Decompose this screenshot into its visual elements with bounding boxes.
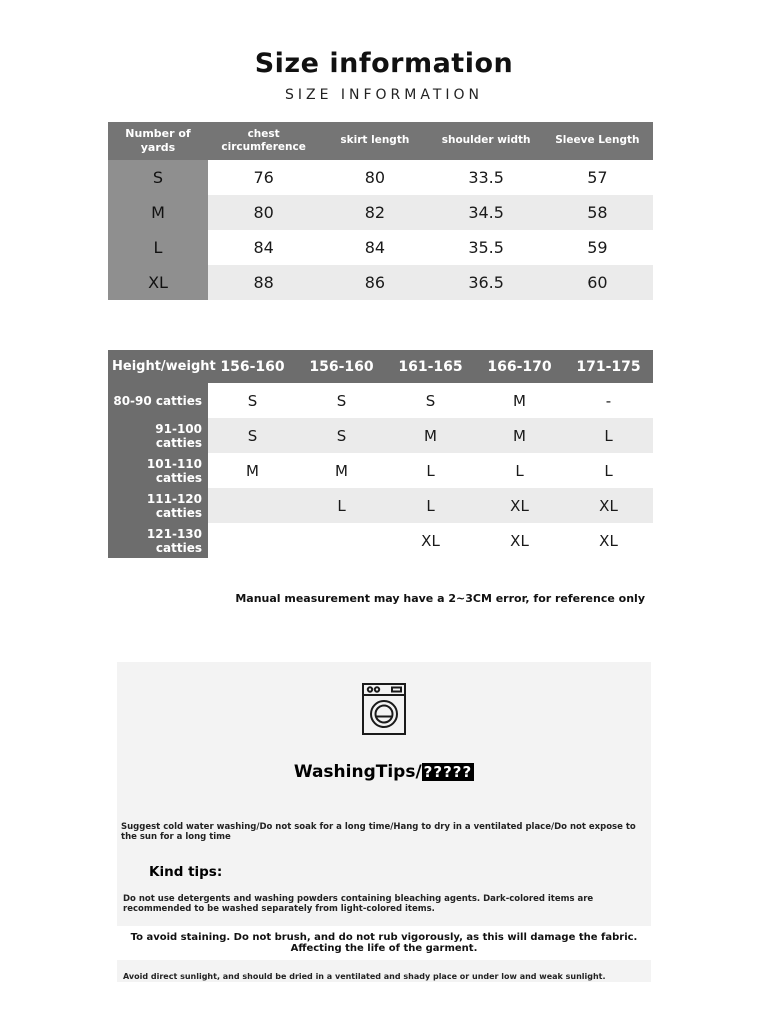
washing-machine-icon <box>117 662 651 740</box>
fit-table-header-row <box>108 350 653 383</box>
fit-table <box>108 350 653 558</box>
fit-cell: L <box>475 453 564 488</box>
table-row <box>108 418 653 453</box>
fit-table-header-col: 171-175 <box>564 350 653 383</box>
fit-table-header-col: 156-160 <box>208 350 297 383</box>
washing-tips-section <box>117 662 651 982</box>
kind-tip-1: Do not use detergents and washing powders containing bleaching agents. Dark-colored items are recommended to be washed separately from light-colored items. <box>123 894 594 914</box>
fit-cell: S <box>386 383 475 418</box>
size-table-header-yards: Number of yards <box>108 122 208 160</box>
size-cell: 35.5 <box>431 230 542 265</box>
fit-row-label: 101-110 catties <box>108 453 208 488</box>
size-row-label: S <box>108 160 208 195</box>
size-cell: 60 <box>542 265 653 300</box>
fit-cell <box>208 523 297 558</box>
size-table <box>108 122 653 300</box>
fit-cell: XL <box>475 488 564 523</box>
size-cell: 58 <box>542 195 653 230</box>
size-table-section <box>108 122 653 300</box>
fit-cell: L <box>297 488 386 523</box>
size-cell: 82 <box>319 195 430 230</box>
size-cell: 84 <box>208 230 319 265</box>
size-cell: 88 <box>208 265 319 300</box>
fit-cell: M <box>475 418 564 453</box>
fit-table-header-col: 161-165 <box>386 350 475 383</box>
page-subtitle: SIZE INFORMATION <box>284 87 484 103</box>
fit-cell: XL <box>475 523 564 558</box>
fit-row-label: 111-120 catties <box>108 488 208 523</box>
fit-cell: - <box>564 383 653 418</box>
fit-cell: L <box>386 453 475 488</box>
size-cell: 86 <box>319 265 430 300</box>
fit-cell: S <box>297 383 386 418</box>
fit-table-header-col: 156-160 <box>297 350 386 383</box>
fit-row-label: 121-130 catties <box>108 523 208 558</box>
fit-cell: M <box>475 383 564 418</box>
kind-tip-2: To avoid staining. Do not brush, and do not rub vigorously, as this will damage the fabric. Affecting the life of the garment. <box>117 926 651 960</box>
title-block <box>0 0 768 103</box>
fit-cell: XL <box>564 523 653 558</box>
fit-cell: S <box>297 418 386 453</box>
size-row-label: M <box>108 195 208 230</box>
fit-cell <box>297 523 386 558</box>
size-cell: 59 <box>542 230 653 265</box>
kind-tip-3: Avoid direct sunlight, and should be dried in a ventilated and shady place or under low and weak sunlight. <box>123 972 606 981</box>
size-cell: 80 <box>319 160 430 195</box>
table-row <box>108 488 653 523</box>
washing-tips-title-text: WashingTips/ <box>293 762 422 782</box>
table-row <box>108 160 653 195</box>
measurement-note: Manual measurement may have a 2~3CM error, for reference only <box>235 592 645 605</box>
fit-cell: M <box>386 418 475 453</box>
size-cell: 84 <box>319 230 430 265</box>
fit-cell: L <box>564 418 653 453</box>
fit-row-label: 91-100 catties <box>108 418 208 453</box>
fit-cell: S <box>208 418 297 453</box>
table-row <box>108 453 653 488</box>
table-row <box>108 230 653 265</box>
fit-cell <box>208 488 297 523</box>
size-row-label: L <box>108 230 208 265</box>
fit-cell: M <box>297 453 386 488</box>
fit-cell: M <box>208 453 297 488</box>
fit-cell: S <box>208 383 297 418</box>
size-table-header-chest: chest circumference <box>208 122 319 160</box>
fit-table-header-col: 166-170 <box>475 350 564 383</box>
fit-table-corner: Height/weight <box>108 350 208 383</box>
size-cell: 33.5 <box>431 160 542 195</box>
fit-cell: L <box>386 488 475 523</box>
size-cell: 76 <box>208 160 319 195</box>
table-row <box>108 383 653 418</box>
size-cell: 34.5 <box>431 195 542 230</box>
fit-table-section <box>108 350 653 558</box>
kind-tips-heading: Kind tips: <box>149 864 223 880</box>
washing-instructions-line: Suggest cold water washing/Do not soak for a long time/Hang to dry in a ventilated place/Do not expose to the sun for a long time <box>121 822 636 842</box>
size-table-header-row <box>108 122 653 160</box>
size-table-header-shoulder: shoulder width <box>431 122 542 160</box>
page-title: Size information <box>254 48 514 79</box>
table-row <box>108 523 653 558</box>
size-cell: 57 <box>542 160 653 195</box>
size-cell: 36.5 <box>431 265 542 300</box>
table-row <box>108 195 653 230</box>
washing-tips-title-tofu: ????? <box>423 763 473 781</box>
washing-tips-title <box>117 762 651 782</box>
fit-cell: XL <box>386 523 475 558</box>
size-table-header-sleeve: Sleeve Length <box>542 122 653 160</box>
fit-row-label: 80-90 catties <box>108 383 208 418</box>
fit-cell: XL <box>564 488 653 523</box>
size-row-label: XL <box>108 265 208 300</box>
size-cell: 80 <box>208 195 319 230</box>
fit-cell: L <box>564 453 653 488</box>
table-row <box>108 265 653 300</box>
size-table-header-skirt: skirt length <box>319 122 430 160</box>
